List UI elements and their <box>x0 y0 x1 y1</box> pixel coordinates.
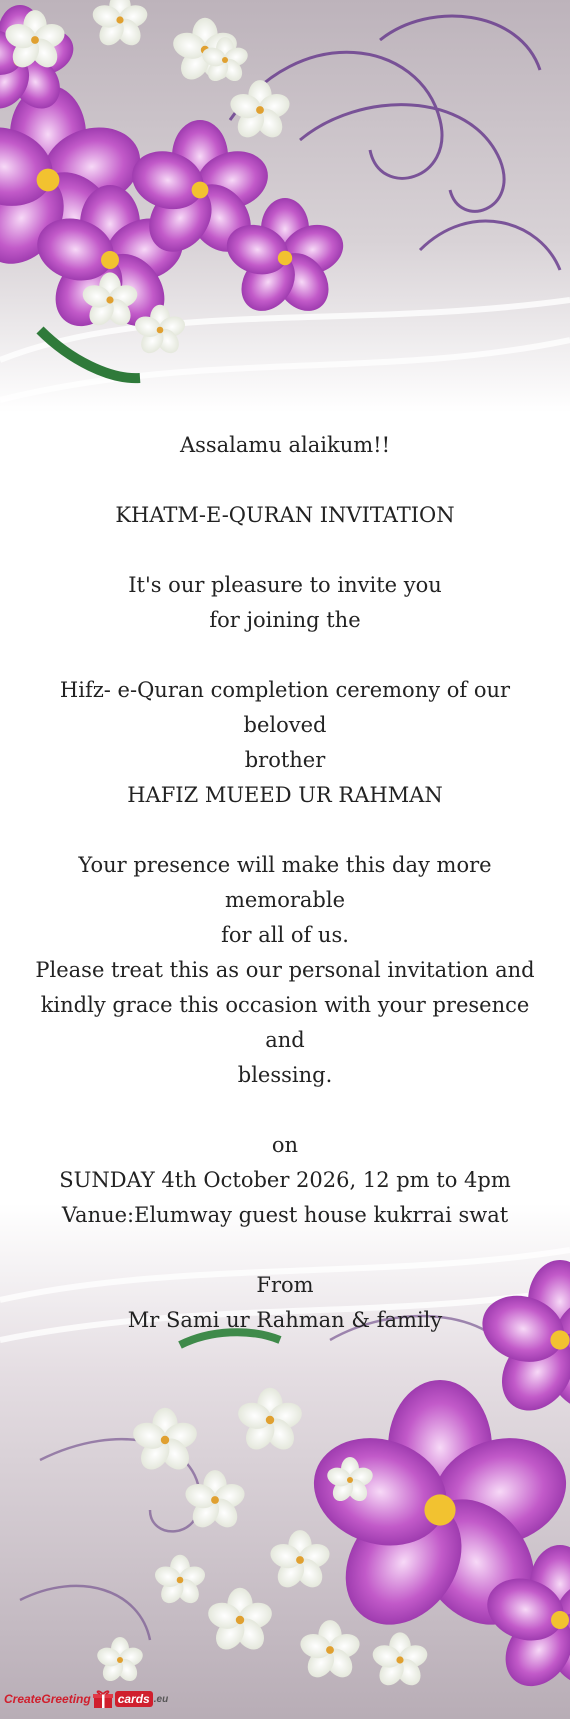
on-label: on <box>271 1133 299 1157</box>
event-date-time: SUNDAY 4th October 2026, 12 pm to 4pm <box>59 1168 511 1192</box>
pleasure-line-1: It's our pleasure to invite you <box>128 573 442 597</box>
gift-icon <box>92 1689 114 1709</box>
from-label: From <box>256 1273 314 1297</box>
request-line-3: blessing. <box>237 1063 333 1087</box>
floral-decoration-top <box>0 0 350 378</box>
logo-text-cards: cards <box>115 1691 153 1707</box>
invitation-title: KHATM-E-QURAN INVITATION <box>115 503 455 527</box>
invitation-message <box>35 428 535 1338</box>
pleasure-line-2: for joining the <box>209 608 361 632</box>
ceremony-line-1: Hifz- e-Quran completion ceremony of our beloved <box>59 678 511 737</box>
brand-logo-link[interactable] <box>4 1686 168 1712</box>
presence-line-2: for all of us. <box>221 923 349 947</box>
request-line-1: Please treat this as our personal invitation and <box>35 958 535 982</box>
logo-text-domain: .eu <box>153 1693 169 1705</box>
event-venue: Vanue:Elumway guest house kukrrai swat <box>61 1203 509 1227</box>
honoree-name: HAFIZ MUEED UR RAHMAN <box>127 783 443 807</box>
logo-text-createGreeting: CreateGreeting <box>4 1692 91 1706</box>
ceremony-line-2: brother <box>244 748 326 772</box>
request-line-2: kindly grace this occasion with your presence and <box>40 993 530 1052</box>
presence-line-1: Your presence will make this day more memorable <box>78 853 492 912</box>
host-name: Mr Sami ur Rahman & family <box>127 1308 443 1332</box>
greeting: Assalamu alaikum!! <box>179 433 391 457</box>
